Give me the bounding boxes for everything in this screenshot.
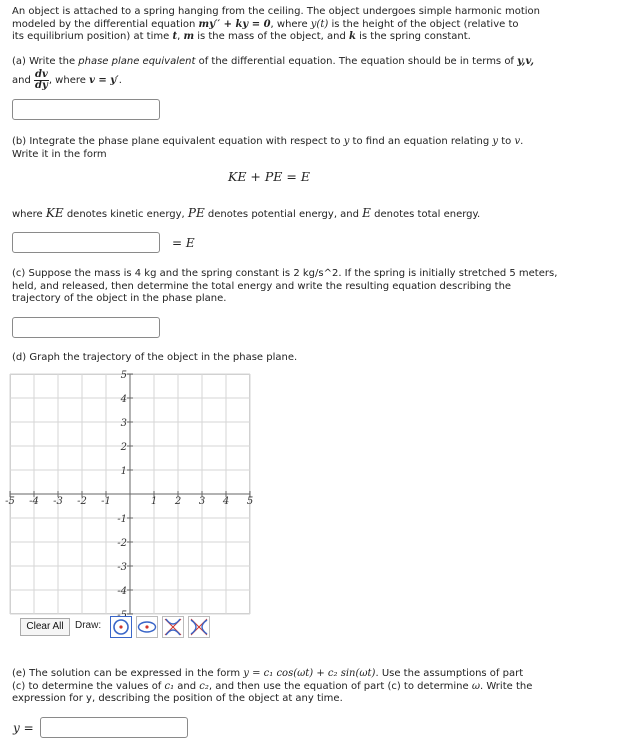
y-tick-label: 3 bbox=[120, 418, 127, 429]
x-tick-label: -5 bbox=[5, 496, 15, 507]
circle-tool-icon bbox=[111, 617, 131, 637]
hyperbola-horizontal-tool-icon bbox=[189, 617, 209, 637]
y-tick-label: 2 bbox=[120, 442, 127, 453]
x-tick-label: 2 bbox=[174, 496, 182, 507]
intro-text bbox=[12, 6, 612, 44]
y-tick-label: -1 bbox=[117, 514, 127, 525]
x-tick-label: -4 bbox=[29, 496, 39, 507]
x-tick-label: -1 bbox=[101, 496, 111, 507]
equals-e-label: = E bbox=[172, 236, 195, 250]
x-tick-label: 4 bbox=[222, 496, 230, 507]
ellipse-tool-icon bbox=[137, 617, 157, 637]
y-tick-label: 5 bbox=[120, 370, 127, 381]
x-tick-label: 5 bbox=[246, 496, 254, 507]
de-equation: my′′ + ky = 0 bbox=[198, 18, 271, 30]
hyperbola-vertical-tool-icon bbox=[163, 617, 183, 637]
clear-all-button[interactable]: Clear All bbox=[20, 618, 70, 636]
x-tick-label: -2 bbox=[77, 496, 87, 507]
ellipse-tool-button[interactable] bbox=[136, 616, 158, 638]
energy-formula: KE + PE = E bbox=[228, 169, 310, 184]
hyperbola-vertical-tool-button[interactable] bbox=[162, 616, 184, 638]
part-a-answer-input[interactable] bbox=[12, 99, 160, 120]
x-tick-label: 3 bbox=[198, 496, 206, 507]
y-tick-label: -3 bbox=[117, 562, 127, 573]
circle-tool-button[interactable] bbox=[110, 616, 132, 638]
y-tick-label: -4 bbox=[117, 586, 127, 597]
part-e-prompt: (e) The solution can be expressed in the form y = c₁ cos(ωt) + c₂ sin(ωt). Use the assumptions of part (c) to determine the values of c₁ and c₂, and then use the equation of part (c) to determine ω. Write the expression for y, describing the position of the object at any time. bbox=[12, 668, 533, 704]
draw-label: Draw: bbox=[75, 620, 102, 631]
y-equals-label: y = bbox=[13, 721, 34, 735]
part-a-prompt-line-2: and $\frac{dv}{dy}$ , where v = y′. bbox=[12, 68, 122, 91]
part-d-prompt: (d) Graph the trajectory of the object in the phase plane. bbox=[12, 352, 298, 363]
y-tick-label: 1 bbox=[120, 466, 127, 477]
intro-line-1: An object is attached to a spring hanging from the ceiling. The object undergoes simple harmonic motion bbox=[12, 6, 540, 17]
part-a-prompt: (a) Write the phase plane equivalent of the differential equation. The equation should be in terms of y,v, bbox=[12, 56, 534, 67]
x-tick-label: -3 bbox=[53, 496, 63, 507]
part-b-prompt: (b) Integrate the phase plane equivalent equation with respect to y to find an equation relating y to v. Write it in the form bbox=[12, 136, 524, 160]
part-c-prompt: (c) Suppose the mass is 4 kg and the spring constant is 2 kg/s^2. If the spring is initially stretched 5 meters, held, and released, then determine the total energy and write the resulting equation describing the trajectory of the object in the phase plane. bbox=[12, 268, 558, 304]
part-b-answer-input[interactable] bbox=[12, 232, 160, 253]
x-tick-label: 1 bbox=[150, 496, 158, 507]
hyperbola-horizontal-tool-button[interactable] bbox=[188, 616, 210, 638]
part-e-answer-input[interactable] bbox=[40, 717, 188, 738]
intro-line-2: modeled by the differential equation my′′ + ky = 0, where y(t) is the height of the object (relative to bbox=[12, 18, 519, 30]
part-c-answer-input[interactable] bbox=[12, 317, 160, 338]
part-b-definitions: where KE denotes kinetic energy, PE denotes potential energy, and E denotes total energy. bbox=[12, 206, 481, 220]
phase-plane-graph[interactable] bbox=[5, 370, 254, 614]
y-tick-label: 4 bbox=[120, 394, 127, 405]
dv-dy-fraction: $\frac{dv}{dy}$ bbox=[35, 68, 48, 91]
y-tick-label: -2 bbox=[117, 538, 127, 549]
intro-line-3: its equilibrium position) at time t, m is the mass of the object, and k is the spring constant. bbox=[12, 31, 471, 42]
